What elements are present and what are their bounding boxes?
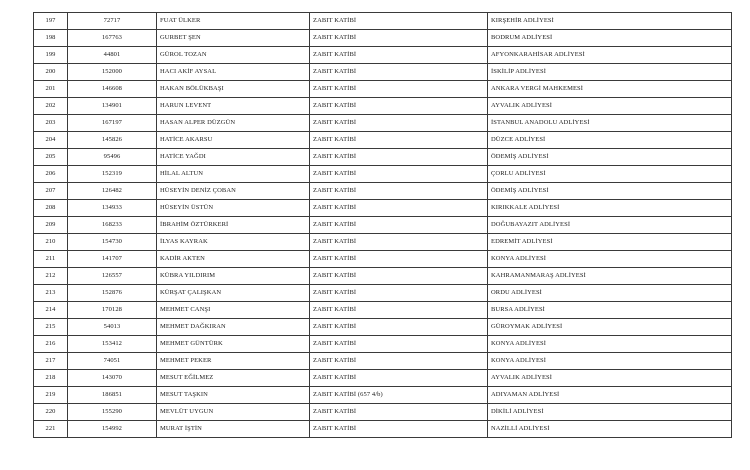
person-name-cell: MEHMET CANŞI [157, 302, 310, 319]
job-title-cell: ZABIT KATİBİ [310, 13, 488, 30]
table-row [34, 98, 732, 115]
registry-number-cell: 154992 [68, 421, 157, 438]
person-name-cell: MESUT TAŞKIN [157, 387, 310, 404]
registry-number-cell: 155290 [68, 404, 157, 421]
row-number-cell: 220 [34, 404, 68, 421]
table-row [34, 353, 732, 370]
assigned-court-cell: KIRIKKALE ADLİYESİ [488, 200, 732, 217]
row-number-cell: 219 [34, 387, 68, 404]
table-row [34, 251, 732, 268]
table-row [34, 115, 732, 132]
person-name-cell: HATİCE AKARSU [157, 132, 310, 149]
person-name-cell: MEHMET DAĞKIRAN [157, 319, 310, 336]
job-title-cell: ZABIT KATİBİ [310, 217, 488, 234]
assigned-court-cell: GÜROYMAK ADLİYESİ [488, 319, 732, 336]
row-number-cell: 199 [34, 47, 68, 64]
assigned-court-cell: DİKİLİ ADLİYESİ [488, 404, 732, 421]
assigned-court-cell: NAZİLLİ ADLİYESİ [488, 421, 732, 438]
registry-number-cell: 167763 [68, 30, 157, 47]
table-row [34, 217, 732, 234]
job-title-cell: ZABIT KATİBİ [310, 47, 488, 64]
row-number-cell: 200 [34, 64, 68, 81]
person-name-cell: KÜBRA YILDIRIM [157, 268, 310, 285]
job-title-cell: ZABIT KATİBİ [310, 302, 488, 319]
row-number-cell: 214 [34, 302, 68, 319]
assigned-court-cell: ÖDEMİŞ ADLİYESİ [488, 183, 732, 200]
row-number-cell: 217 [34, 353, 68, 370]
row-number-cell: 202 [34, 98, 68, 115]
person-name-cell: HATİCE YAĞDI [157, 149, 310, 166]
person-name-cell: İBRAHİM ÖZTÜRKERİ [157, 217, 310, 234]
row-number-cell: 211 [34, 251, 68, 268]
job-title-cell: ZABIT KATİBİ [310, 404, 488, 421]
assigned-court-cell: İSKİLİP ADLİYESİ [488, 64, 732, 81]
registry-number-cell: 95496 [68, 149, 157, 166]
row-number-cell: 213 [34, 285, 68, 302]
row-number-cell: 201 [34, 81, 68, 98]
registry-number-cell: 170128 [68, 302, 157, 319]
job-title-cell: ZABIT KATİBİ [310, 183, 488, 200]
assigned-court-cell: BODRUM ADLİYESİ [488, 30, 732, 47]
row-number-cell: 198 [34, 30, 68, 47]
assigned-court-cell: AYVALIK ADLİYESİ [488, 370, 732, 387]
table-row [34, 30, 732, 47]
registry-number-cell: 126482 [68, 183, 157, 200]
document-page [33, 12, 732, 438]
registry-number-cell: 44801 [68, 47, 157, 64]
person-name-cell: MEVLÜT UYGUN [157, 404, 310, 421]
registry-number-cell: 134901 [68, 98, 157, 115]
assigned-court-cell: İSTANBUL ANADOLU ADLİYESİ [488, 115, 732, 132]
assigned-court-cell: AYVALIK ADLİYESİ [488, 98, 732, 115]
table-row [34, 47, 732, 64]
row-number-cell: 203 [34, 115, 68, 132]
table-row [34, 404, 732, 421]
person-name-cell: HARUN LEVENT [157, 98, 310, 115]
person-name-cell: KADİR AKTEN [157, 251, 310, 268]
assigned-court-cell: KAHRAMANMARAŞ ADLİYESİ [488, 268, 732, 285]
job-title-cell: ZABIT KATİBİ [310, 98, 488, 115]
registry-number-cell: 134933 [68, 200, 157, 217]
table-row [34, 336, 732, 353]
table-row [34, 387, 732, 404]
person-name-cell: HÜSEYİN ÜSTÜN [157, 200, 310, 217]
job-title-cell: ZABIT KATİBİ [310, 234, 488, 251]
job-title-cell: ZABIT KATİBİ [310, 149, 488, 166]
registry-number-cell: 168233 [68, 217, 157, 234]
row-number-cell: 218 [34, 370, 68, 387]
assigned-court-cell: DOĞUBAYAZIT ADLİYESİ [488, 217, 732, 234]
registry-number-cell: 143070 [68, 370, 157, 387]
table-row [34, 370, 732, 387]
assigned-court-cell: ÖDEMİŞ ADLİYESİ [488, 149, 732, 166]
person-name-cell: HİLAL ALTUN [157, 166, 310, 183]
row-number-cell: 215 [34, 319, 68, 336]
job-title-cell: ZABIT KATİBİ [310, 336, 488, 353]
personnel-table [33, 12, 732, 438]
job-title-cell: ZABIT KATİBİ [310, 64, 488, 81]
row-number-cell: 206 [34, 166, 68, 183]
registry-number-cell: 74051 [68, 353, 157, 370]
registry-number-cell: 72717 [68, 13, 157, 30]
table-row [34, 81, 732, 98]
person-name-cell: MURAT İŞTİN [157, 421, 310, 438]
assigned-court-cell: KONYA ADLİYESİ [488, 251, 732, 268]
assigned-court-cell: AFYONKARAHİSAR ADLİYESİ [488, 47, 732, 64]
job-title-cell: ZABIT KATİBİ [310, 251, 488, 268]
assigned-court-cell: ÇORLU ADLİYESİ [488, 166, 732, 183]
row-number-cell: 216 [34, 336, 68, 353]
person-name-cell: MEHMET GÜNTÜRK [157, 336, 310, 353]
table-row [34, 268, 732, 285]
job-title-cell: ZABIT KATİBİ [310, 200, 488, 217]
table-row [34, 183, 732, 200]
row-number-cell: 197 [34, 13, 68, 30]
job-title-cell: ZABIT KATİBİ [310, 81, 488, 98]
person-name-cell: HAKAN BÖLÜKBAŞI [157, 81, 310, 98]
job-title-cell: ZABIT KATİBİ [310, 370, 488, 387]
registry-number-cell: 186851 [68, 387, 157, 404]
assigned-court-cell: ADIYAMAN ADLİYESİ [488, 387, 732, 404]
table-row [34, 302, 732, 319]
person-name-cell: FUAT ÜLKER [157, 13, 310, 30]
job-title-cell: ZABIT KATİBİ [310, 353, 488, 370]
row-number-cell: 210 [34, 234, 68, 251]
table-row [34, 13, 732, 30]
job-title-cell: ZABIT KATİBİ [310, 285, 488, 302]
registry-number-cell: 145826 [68, 132, 157, 149]
assigned-court-cell: KONYA ADLİYESİ [488, 336, 732, 353]
person-name-cell: İLYAS KAYRAK [157, 234, 310, 251]
job-title-cell: ZABIT KATİBİ [310, 421, 488, 438]
job-title-cell: ZABIT KATİBİ [310, 166, 488, 183]
table-row [34, 234, 732, 251]
job-title-cell: ZABIT KATİBİ [310, 30, 488, 47]
person-name-cell: HACI AKİF AYSAL [157, 64, 310, 81]
row-number-cell: 204 [34, 132, 68, 149]
person-name-cell: HÜSEYİN DENİZ ÇOBAN [157, 183, 310, 200]
person-name-cell: GÜROL TOZAN [157, 47, 310, 64]
registry-number-cell: 152000 [68, 64, 157, 81]
table-row [34, 200, 732, 217]
registry-number-cell: 126557 [68, 268, 157, 285]
row-number-cell: 208 [34, 200, 68, 217]
table-row [34, 285, 732, 302]
registry-number-cell: 154730 [68, 234, 157, 251]
registry-number-cell: 152319 [68, 166, 157, 183]
job-title-cell: ZABIT KATİBİ [310, 115, 488, 132]
assigned-court-cell: BURSA ADLİYESİ [488, 302, 732, 319]
assigned-court-cell: EDREMİT ADLİYESİ [488, 234, 732, 251]
row-number-cell: 209 [34, 217, 68, 234]
person-name-cell: MESUT EĞİLMEZ [157, 370, 310, 387]
row-number-cell: 221 [34, 421, 68, 438]
table-row [34, 166, 732, 183]
job-title-cell: ZABIT KATİBİ (657 4/b) [310, 387, 488, 404]
table-row [34, 132, 732, 149]
table-row [34, 319, 732, 336]
table-row [34, 64, 732, 81]
registry-number-cell: 141707 [68, 251, 157, 268]
assigned-court-cell: KONYA ADLİYESİ [488, 353, 732, 370]
row-number-cell: 207 [34, 183, 68, 200]
person-name-cell: MEHMET PEKER [157, 353, 310, 370]
row-number-cell: 212 [34, 268, 68, 285]
assigned-court-cell: DÜZCE ADLİYESİ [488, 132, 732, 149]
registry-number-cell: 152876 [68, 285, 157, 302]
table-row [34, 149, 732, 166]
assigned-court-cell: ANKARA VERGİ MAHKEMESİ [488, 81, 732, 98]
registry-number-cell: 167197 [68, 115, 157, 132]
registry-number-cell: 54013 [68, 319, 157, 336]
person-name-cell: HASAN ALPER DÜZGÜN [157, 115, 310, 132]
assigned-court-cell: KIRŞEHİR ADLİYESİ [488, 13, 732, 30]
registry-number-cell: 153412 [68, 336, 157, 353]
person-name-cell: GURBET ŞEN [157, 30, 310, 47]
job-title-cell: ZABIT KATİBİ [310, 268, 488, 285]
table-row [34, 421, 732, 438]
job-title-cell: ZABIT KATİBİ [310, 319, 488, 336]
person-name-cell: KÜRŞAT ÇALIŞKAN [157, 285, 310, 302]
assigned-court-cell: ORDU ADLİYESİ [488, 285, 732, 302]
registry-number-cell: 146608 [68, 81, 157, 98]
table-body [34, 13, 732, 438]
job-title-cell: ZABIT KATİBİ [310, 132, 488, 149]
row-number-cell: 205 [34, 149, 68, 166]
